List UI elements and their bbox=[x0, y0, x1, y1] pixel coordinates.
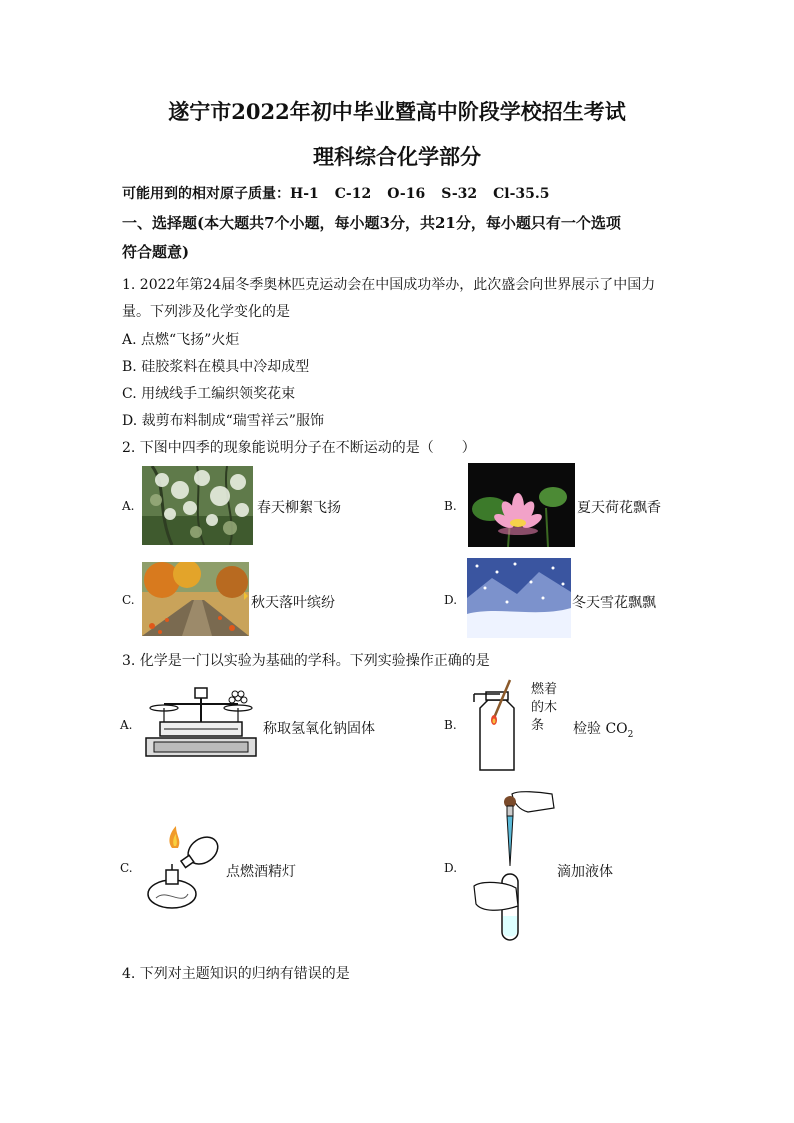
burning-stick-label-line: 条 bbox=[531, 718, 545, 733]
alcohol-lamp-drawing bbox=[142, 824, 224, 912]
q2-option-b-caption: 夏天荷花飘香 bbox=[577, 500, 661, 516]
option-letter: A. bbox=[122, 332, 137, 348]
q2-option-d-caption: 冬天雪花飘飘 bbox=[572, 595, 656, 611]
q1-option-a bbox=[122, 329, 239, 349]
q2-option-d-letter: D. bbox=[444, 593, 458, 607]
spring-catkins-image bbox=[142, 466, 253, 545]
caption-subscript: 2 bbox=[627, 729, 634, 740]
option-text: 点燃“飞扬”火炬 bbox=[141, 332, 240, 348]
page-subtitle: 理科综合化学部分 bbox=[313, 144, 481, 169]
option-letter: C. bbox=[122, 386, 137, 402]
atomic-mass-o: O-16 bbox=[387, 186, 426, 202]
q1-option-b bbox=[122, 356, 309, 376]
option-letter: D. bbox=[122, 413, 138, 429]
q1-option-c bbox=[122, 383, 295, 403]
atomic-mass-c: C-12 bbox=[334, 186, 372, 202]
winter-snow-image bbox=[467, 558, 571, 638]
q3-option-d-letter: D. bbox=[444, 861, 458, 875]
dropper-test-tube-drawing bbox=[470, 788, 558, 948]
q3-option-a-letter: A. bbox=[120, 718, 133, 732]
q2-option-c-caption: 秋天落叶缤纷 bbox=[251, 595, 335, 611]
option-letter: B. bbox=[122, 359, 137, 375]
q3-option-a-caption: 称取氢氧化钠固体 bbox=[263, 721, 375, 737]
q2-option-c-letter: C. bbox=[122, 593, 135, 607]
section-header-line2: 符合题意) bbox=[122, 243, 190, 261]
q2-option-a-caption: 春天柳絮飞扬 bbox=[257, 500, 341, 516]
q1-option-d bbox=[122, 410, 324, 430]
page-title: 遂宁市2022年初中毕业暨高中阶段学校招生考试 bbox=[168, 99, 626, 124]
q3-stem: 3. 化学是一门以实验为基础的学科。下列实验操作正确的是 bbox=[122, 653, 490, 669]
q2-stem: 2. 下图中四季的现象能说明分子在不断运动的是（ ） bbox=[122, 440, 476, 456]
q3-option-c-letter: C. bbox=[120, 861, 133, 875]
section-header-line1: 一、选择题(本大题共7个小题，每小题3分，共21分，每小题只有一个选项 bbox=[122, 214, 621, 232]
atomic-mass-cl: Cl-35.5 bbox=[493, 186, 550, 202]
gas-bottle-drawing bbox=[466, 678, 526, 772]
atomic-mass-h: H-1 bbox=[290, 186, 319, 202]
atomic-masses-line bbox=[122, 183, 550, 203]
q1-stem-line2: 量。下列涉及化学变化的是 bbox=[122, 304, 290, 320]
q3-option-d-caption: 滴加液体 bbox=[557, 864, 613, 880]
caption-text: 检验 CO bbox=[573, 721, 628, 737]
balance-scale-drawing bbox=[142, 684, 260, 760]
atomic-mass-s: S-32 bbox=[441, 186, 478, 202]
burning-stick-label bbox=[531, 681, 557, 735]
burning-stick-label-line: 的木 bbox=[531, 700, 558, 715]
q2-option-a-letter: A. bbox=[122, 499, 135, 513]
q1-stem-line1: 1. 2022年第24届冬季奥林匹克运动会在中国成功举办，此次盛会向世界展示了中国力 bbox=[122, 277, 656, 293]
q3-option-c-caption: 点燃酒精灯 bbox=[226, 864, 296, 880]
q4-stem: 4. 下列对主题知识的归纳有错误的是 bbox=[122, 966, 350, 982]
option-text: 硅胶浆料在模具中冷却成型 bbox=[141, 359, 310, 375]
q3-option-b-letter: B. bbox=[444, 718, 457, 732]
autumn-leaves-image bbox=[142, 562, 249, 636]
option-text: 用绒线手工编织领奖花束 bbox=[141, 386, 296, 402]
option-text: 裁剪布料制成“瑞雪祥云”服饰 bbox=[141, 413, 324, 429]
atomic-masses-label: 可能用到的相对原子质量： bbox=[122, 186, 290, 202]
q2-option-b-letter: B. bbox=[444, 499, 457, 513]
summer-lotus-image bbox=[468, 463, 575, 547]
q3-option-b-caption bbox=[573, 718, 633, 740]
burning-stick-label-line: 燃着 bbox=[531, 682, 558, 697]
